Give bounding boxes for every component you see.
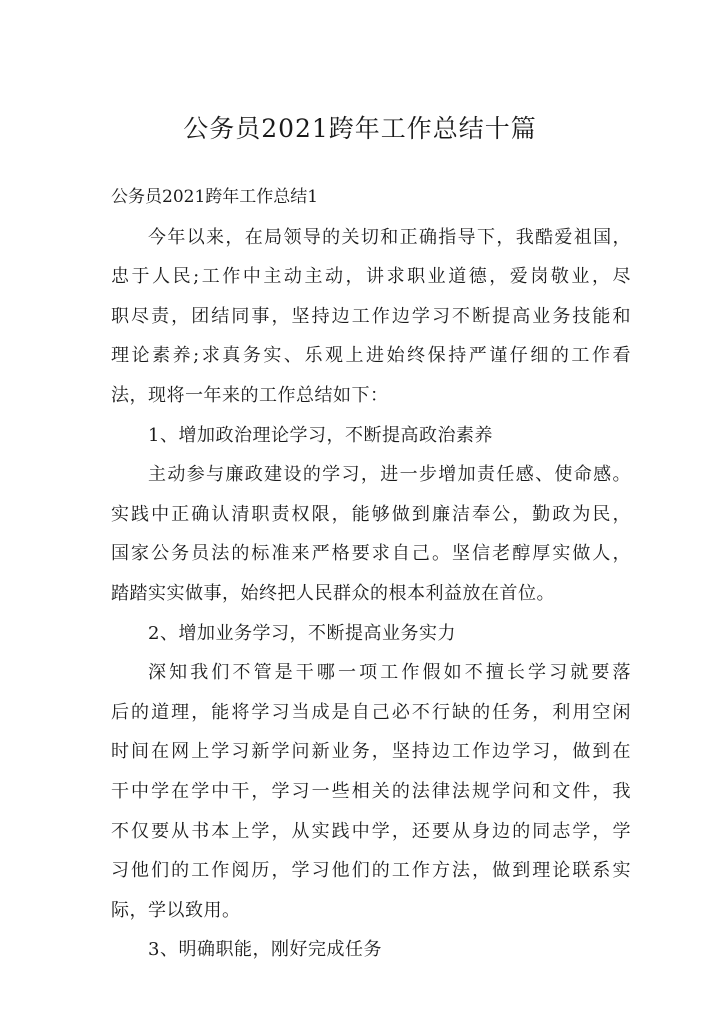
- paragraph-line: 习他们的工作阅历，学习他们的工作方法，做到理论联系实: [111, 860, 631, 882]
- paragraph-line: 实践中正确认清职责权限，能够做到廉洁奉公，勤政为民，: [111, 503, 631, 525]
- paragraph-line: 不仅要从书本上学，从实践中学，还要从身边的同志学，学: [111, 820, 631, 842]
- paragraph-line: 后的道理，能将学习当成是自己必不行缺的任务，利用空闲: [111, 701, 631, 723]
- document-body: [111, 178, 631, 970]
- paragraph-line: 国家公务员法的标准来严格要求自己。坚信老醇厚实做人，: [111, 543, 631, 565]
- paragraph-line: 踏踏实实做事，始终把人民群众的根本利益放在首位。: [111, 582, 555, 604]
- section-heading: 2、增加业务学习，不断提高业务实力: [148, 622, 456, 644]
- paragraph-line: 职尽责，团结同事，坚持边工作边学习不断提高业务技能和: [111, 305, 631, 327]
- document-title: 公务员2021跨年工作总结十篇: [183, 114, 537, 143]
- paragraph-line: 际，学以致用。: [111, 899, 241, 921]
- paragraph-line: 深知我们不管是干哪一项工作假如不擅长学习就要落: [148, 662, 631, 684]
- paragraph-line: 干中学在学中干，学习一些相关的法律法规学问和文件，我: [111, 780, 631, 802]
- paragraph-line: 理论素养;求真务实、乐观上进始终保持严谨仔细的工作看: [111, 345, 631, 367]
- paragraph-line: 主动参与廉政建设的学习，进一步增加责任感、使命感。: [148, 464, 631, 486]
- paragraph-line: 法，现将一年来的工作总结如下：: [111, 384, 389, 406]
- paragraph-line: 忠于人民;工作中主动主动，讲求职业道德，爱岗敬业，尽: [111, 266, 631, 288]
- section-subtitle: 公务员2021跨年工作总结1: [111, 187, 319, 207]
- paragraph-line: 时间在网上学习新学问新业务，坚持边工作边学习，做到在: [111, 741, 631, 763]
- section-heading: 1、增加政治理论学习，不断提高政治素养: [148, 424, 493, 446]
- section-heading: 3、明确职能，刚好完成任务: [148, 939, 382, 961]
- paragraph-line: 今年以来，在局领导的关切和正确指导下，我酷爱祖国，: [148, 226, 631, 248]
